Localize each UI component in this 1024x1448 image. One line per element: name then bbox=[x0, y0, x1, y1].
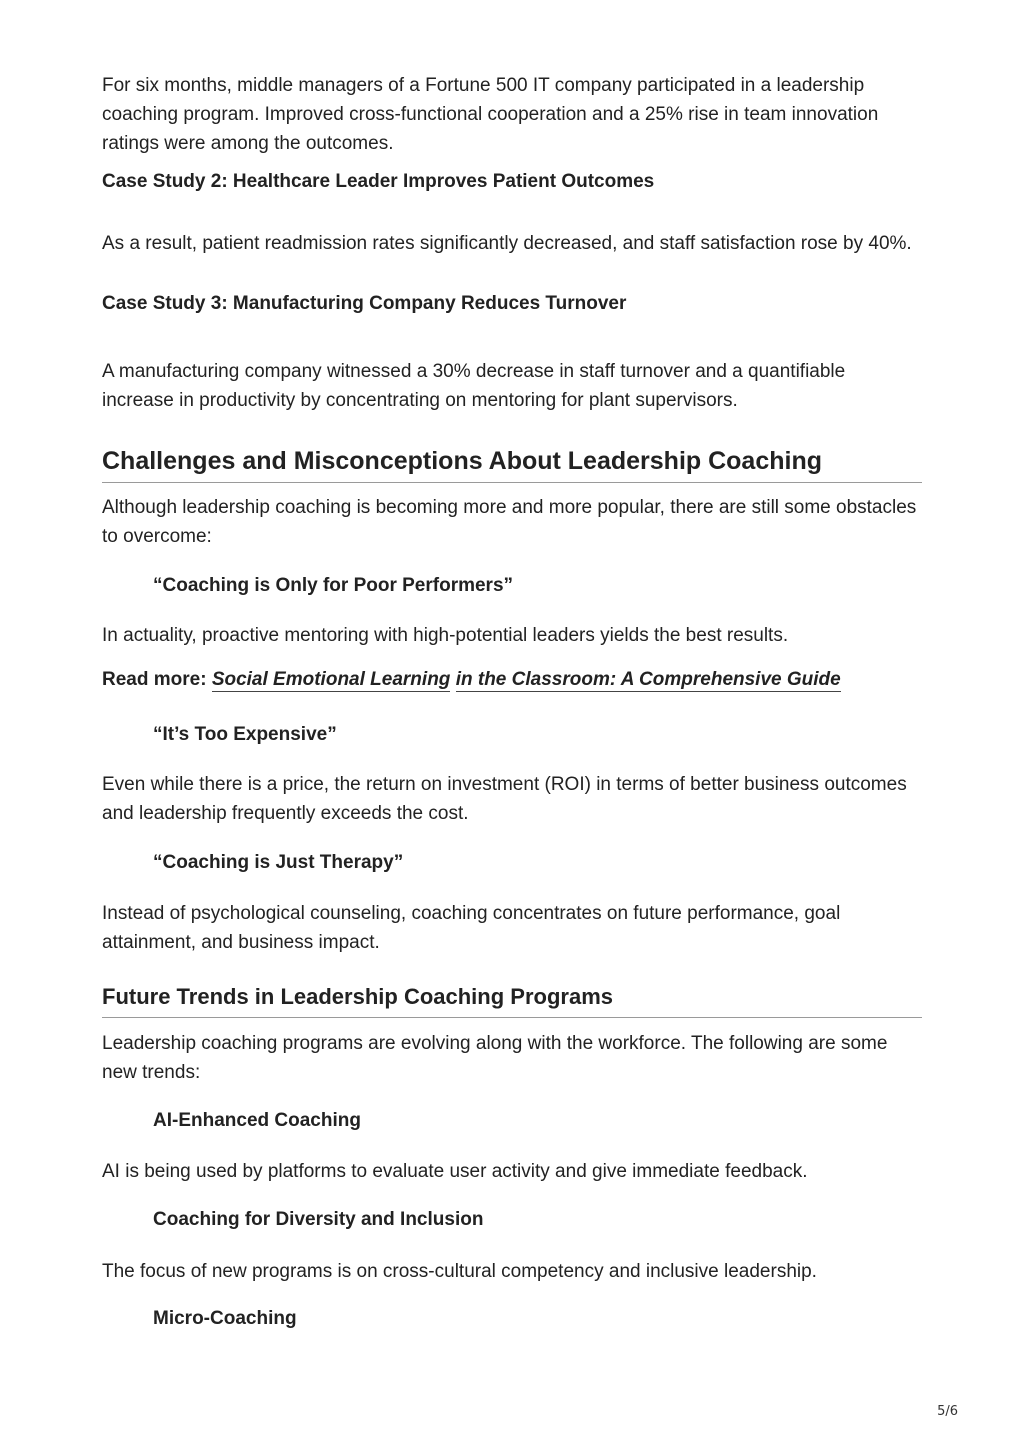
future-trends-section-heading: Future Trends in Leadership Coaching Programs bbox=[102, 984, 922, 1018]
case3-outcome-paragraph: A manufacturing company witnessed a 30% decrease in staff turnover and a quantifiable increase in productivity by concentrating on mentoring for plant supervisors. bbox=[102, 361, 846, 411]
misconception-therapy-heading: “Coaching is Just Therapy” bbox=[153, 852, 404, 873]
page-number: 5/6 bbox=[937, 1404, 958, 1419]
case-study-3-heading: Case Study 3: Manufacturing Company Reduces Turnover bbox=[102, 293, 627, 314]
trend-diversity-heading: Coaching for Diversity and Inclusion bbox=[153, 1209, 484, 1230]
case2-outcome-paragraph: As a result, patient readmission rates significantly decreased, and staff satisfaction rose by 40%. bbox=[102, 233, 912, 254]
poor-performers-paragraph: In actuality, proactive mentoring with high-potential leaders yields the best results. bbox=[102, 625, 789, 646]
misconception-poor-performers-heading: “Coaching is Only for Poor Performers” bbox=[153, 575, 514, 596]
diversity-paragraph: The focus of new programs is on cross-cultural competency and inclusive leadership. bbox=[102, 1261, 817, 1282]
trend-ai-coaching-heading: AI-Enhanced Coaching bbox=[153, 1110, 361, 1131]
future-trends-intro-paragraph: Leadership coaching programs are evolving along with the workforce. The following are some new trends: bbox=[102, 1033, 888, 1083]
challenges-section-heading: Challenges and Misconceptions About Leadership Coaching bbox=[102, 446, 922, 483]
case-study-2-heading: Case Study 2: Healthcare Leader Improves Patient Outcomes bbox=[102, 171, 655, 192]
read-more-link-part-1[interactable]: Social Emotional Learning bbox=[211, 669, 451, 690]
misconception-expensive-heading: “It’s Too Expensive” bbox=[153, 724, 337, 745]
read-more-link-part-3[interactable]: rehensive Guide bbox=[692, 669, 841, 690]
challenges-intro-paragraph: Although leadership coaching is becoming more and more popular, there are still some obstacles to overcome: bbox=[102, 497, 917, 547]
expensive-paragraph: Even while there is a price, the return on investment (ROI) in terms of better business outcomes and leadership frequently exceeds the cost. bbox=[102, 774, 907, 824]
case1-outcome-paragraph: For six months, middle managers of a Fortune 500 IT company participated in a leadership coaching program. Improved cross-functional cooperation and a 25% rise in team innovation ratings were among the outcomes. bbox=[102, 75, 879, 154]
therapy-paragraph: Instead of psychological counseling, coaching concentrates on future performance, goal attainment, and business impact. bbox=[102, 903, 841, 953]
read-more-link-part-2[interactable]: in the Classroom: A Comp bbox=[455, 669, 693, 690]
read-more-line bbox=[102, 667, 922, 693]
ai-coaching-paragraph: AI is being used by platforms to evaluate user activity and give immediate feedback. bbox=[102, 1161, 808, 1182]
trend-micro-coaching-heading: Micro-Coaching bbox=[153, 1308, 297, 1329]
read-more-label: Read more: bbox=[102, 669, 207, 690]
